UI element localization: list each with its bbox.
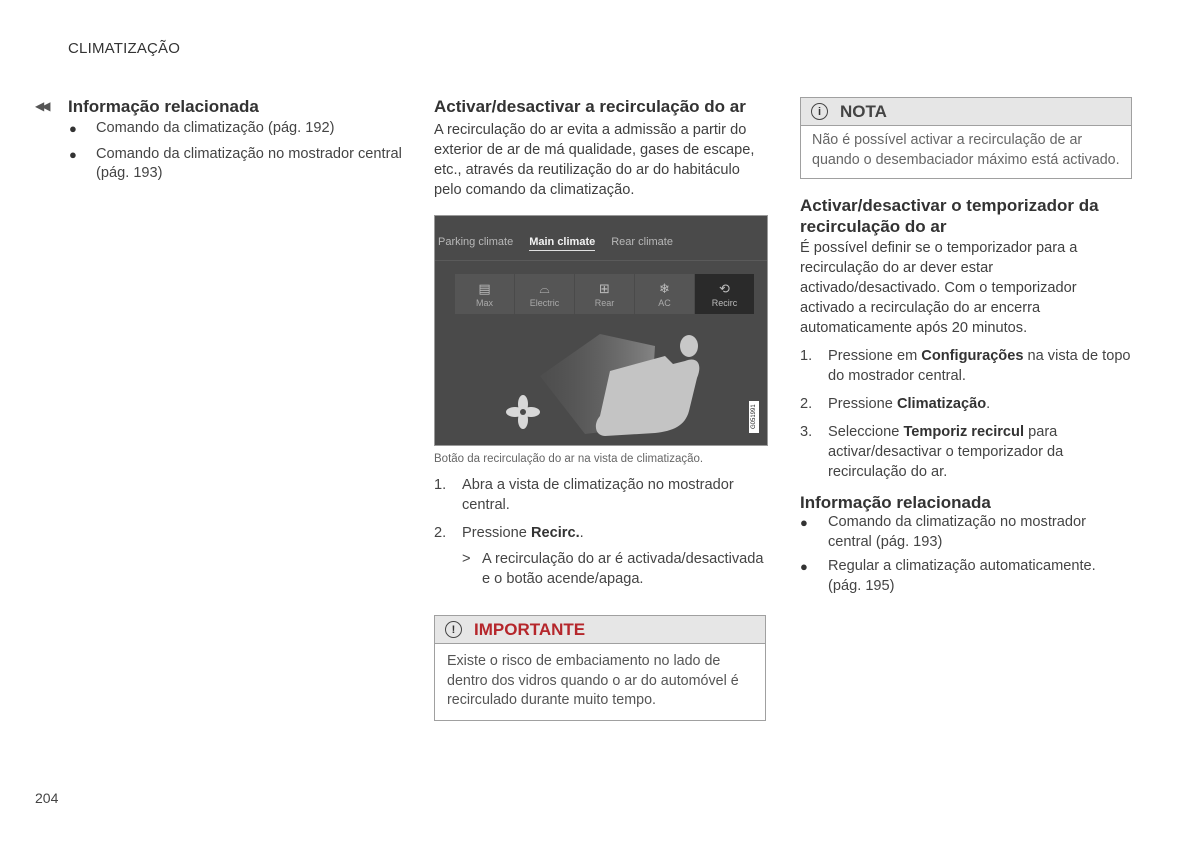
important-text: Existe o risco de embaciamento no lado de dentro dos vidros quando o ar do automóvel é recirculado durante muito tempo. xyxy=(447,653,739,708)
fan-icon xyxy=(506,395,540,429)
climate-screen-figure xyxy=(434,215,768,446)
step-result xyxy=(434,549,768,589)
important-box xyxy=(434,615,766,721)
steps-list xyxy=(434,475,768,543)
button-label: Electric xyxy=(529,297,560,308)
related-link[interactable] xyxy=(800,557,1132,596)
step-text-end: . xyxy=(579,525,584,541)
button-name: Recirc. xyxy=(530,525,580,541)
ac-button[interactable] xyxy=(635,274,694,314)
step-text: Pressione em xyxy=(828,348,922,364)
step-number: 2. xyxy=(434,525,447,541)
step-text-end: para activar/desactivar o temporizador da recirculação do ar. xyxy=(828,424,1064,480)
step-number: 1. xyxy=(800,348,813,364)
setting-name: Temporiz recircul xyxy=(903,424,1025,440)
climate-tabs xyxy=(438,236,689,251)
related-heading: Informação relacionada xyxy=(800,493,991,512)
step-item xyxy=(800,346,1132,386)
bullet-icon: ● xyxy=(800,559,808,574)
back-arrows-icon[interactable]: ◀◀ xyxy=(35,99,48,113)
bullet-icon: ● xyxy=(69,146,77,162)
rear-defrost-icon: ▤ xyxy=(478,280,491,296)
menu-name: Climatização xyxy=(896,396,987,412)
button-label: Max xyxy=(475,297,493,308)
timer-heading: Activar/desactivar o temporizador da recirculação do ar xyxy=(800,196,1099,236)
step-text-end: . xyxy=(986,396,991,412)
bullet-icon: ● xyxy=(800,515,808,530)
tab-main-climate[interactable]: Main climate xyxy=(529,236,595,251)
recirc-section xyxy=(434,96,768,721)
related-link[interactable] xyxy=(35,119,405,139)
timer-intro: É possível definir se o temporizador para a recirculação do ar dever estar activado/desactivado. Com o temporizador activado a recirculação do ar encerra automaticamente após 20 minutos. xyxy=(800,240,1078,336)
button-label: Rear xyxy=(594,297,615,308)
step-number: 3. xyxy=(800,424,813,440)
car-recirc-icon: ⟲ xyxy=(719,280,730,296)
result-arrow-icon: > xyxy=(462,551,471,567)
step-text: Seleccione xyxy=(828,424,904,440)
important-header xyxy=(435,616,765,644)
electric-defrost-button[interactable] xyxy=(515,274,574,314)
chapter-header: CLIMATIZAÇÃO xyxy=(68,40,181,57)
timer-steps-list xyxy=(800,346,1132,482)
related-heading xyxy=(35,96,405,117)
related-link[interactable] xyxy=(35,145,405,184)
related-info-column xyxy=(35,96,405,184)
figure-caption: Botão da recirculação do ar na vista de climatização. xyxy=(434,453,704,465)
max-defrost-button[interactable] xyxy=(455,274,514,314)
rear-defrost-button[interactable] xyxy=(575,274,634,314)
link-text[interactable]: Regular a climatização automaticamente. (pág. 195) xyxy=(828,558,1096,594)
snowflake-icon: ❄ xyxy=(659,280,670,296)
recirc-button[interactable] xyxy=(695,274,754,314)
button-label: AC xyxy=(658,297,671,308)
info-icon: i xyxy=(811,103,828,120)
tab-rear-climate[interactable]: Rear climate xyxy=(611,236,673,248)
note-box xyxy=(800,97,1132,179)
menu-name: Configurações xyxy=(921,348,1024,364)
note-text: Não é possível activar a recirculação de ar quando o desembaciador máximo está activado. xyxy=(812,132,1120,168)
seat-airflow-illustration xyxy=(435,316,768,446)
note-title: NOTA xyxy=(840,101,887,121)
step-item xyxy=(800,394,1132,414)
tab-divider xyxy=(435,260,767,261)
result-text: A recirculação do ar é activada/desactivada e o botão acende/apaga. xyxy=(482,551,764,587)
step-text-end: na vista de topo do mostrador central. xyxy=(828,348,1131,384)
related-links-list xyxy=(35,119,405,184)
link-text[interactable]: Comando da climatização (pág. 192) xyxy=(96,120,335,136)
windshield-icon: ⌓ xyxy=(539,280,550,296)
intro-paragraph: A recirculação do ar evita a admissão a partir do exterior de ar de má qualidade, gases de escape, etc., através da reutilização do ar do habitáculo pelo comando da climatização. xyxy=(434,122,755,198)
section-heading: Activar/desactivar a recirculação do ar xyxy=(434,97,746,116)
step-item xyxy=(434,475,768,515)
related-heading-text: Informação relacionada xyxy=(68,97,259,116)
important-title: IMPORTANTE xyxy=(474,619,586,639)
step-number: 1. xyxy=(434,477,447,493)
step-text: Abra a vista de climatização no mostrador central. xyxy=(462,477,734,513)
figure-code: G051991 xyxy=(749,401,759,433)
step-text: Pressione xyxy=(828,396,897,412)
step-item xyxy=(800,422,1132,482)
rear-window-icon: ⊞ xyxy=(599,280,610,296)
headrest-icon xyxy=(680,335,698,357)
tab-parking-climate[interactable]: Parking climate xyxy=(438,236,514,248)
warning-icon: ! xyxy=(445,621,462,638)
bullet-icon: ● xyxy=(69,121,77,136)
timer-section xyxy=(800,97,1132,596)
step-number: 2. xyxy=(800,396,813,412)
page-number: 204 xyxy=(35,790,59,806)
step-item xyxy=(434,523,768,543)
climate-button-row xyxy=(455,274,755,314)
related-links-list xyxy=(800,513,1132,596)
link-text[interactable]: Comando da climatização no mostrador central (pág. 193) xyxy=(96,145,402,181)
related-link[interactable] xyxy=(800,513,1132,552)
step-text: Pressione xyxy=(462,525,531,541)
button-label: Recirc xyxy=(711,297,738,308)
link-text[interactable]: Comando da climatização no mostrador central (pág. 193) xyxy=(828,514,1086,550)
note-header xyxy=(801,98,1131,126)
